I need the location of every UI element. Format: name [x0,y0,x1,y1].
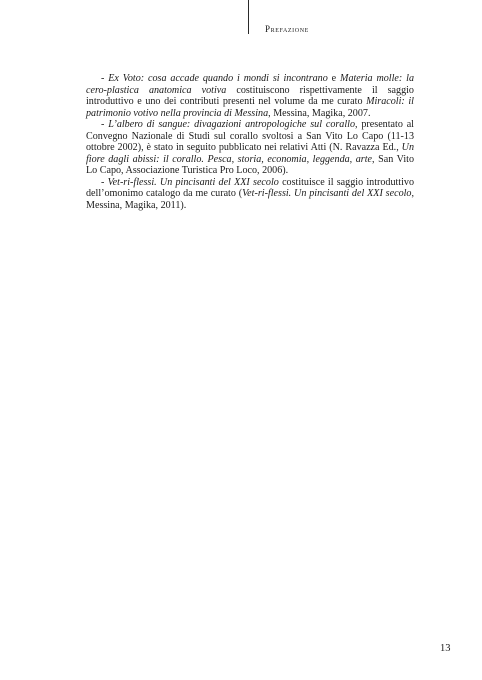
paragraph-text: , San Vito Lo Capo, Associazione Turistica Pro Loco, 2006). [86,153,414,177]
work-title: Ex Voto: cosa accade quando i mondi si incontrano [108,73,328,84]
volume-title: Vet-ri-flessi. Un pincisanti del XXI secolo [242,188,412,200]
volume-title: Miracoli: il patrimonio votivo nella provincia di Messina [86,96,414,119]
entry-dash: - [101,176,108,188]
paragraph-text: , presentato al Convegno Nazionale di Studi sul corallo svoltosi a San Vito Lo Capo (11-13 ottobre 2002), è stato in seguito pubblicato nei relativi Atti (N. Ravazza Ed., [86,119,414,154]
volume-title: Un fiore dagli abissi: il corallo. Pesca, storia, economia, leggenda, arte [86,142,414,165]
work-title: Vet-ri-flessi. Un pincisanti del XXI secolo [107,176,279,188]
paragraph-text: costituiscono rispettivamente il saggio introduttivo e uno dei contributi presenti nel volume da me curato [86,84,414,108]
paragraph-text: , Messina, Magika, 2007. [268,107,371,119]
paragraph-vet-ri-flessi [86,177,414,212]
entry-dash: - [101,119,109,131]
paragraph-text: , Messina, Magika, 2011). [86,188,415,212]
running-head: Prefazione [265,24,309,34]
header-rule [248,0,249,34]
page-number: 13 [440,643,451,654]
body-text [86,73,414,212]
entry-dash: - [101,73,109,84]
work-title: Materia molle: la cero-plastica anatomica votiva [86,73,414,96]
paragraph-text: costituisce il saggio introduttivo dell’omonimo catalogo da me curato ( [86,176,415,200]
work-title: L’albero di sangue: divagazioni antropologiche sul corallo [108,119,356,131]
conjunction: e [327,73,341,84]
paragraph-albero [86,119,414,177]
paragraph-ex-voto [86,73,414,119]
